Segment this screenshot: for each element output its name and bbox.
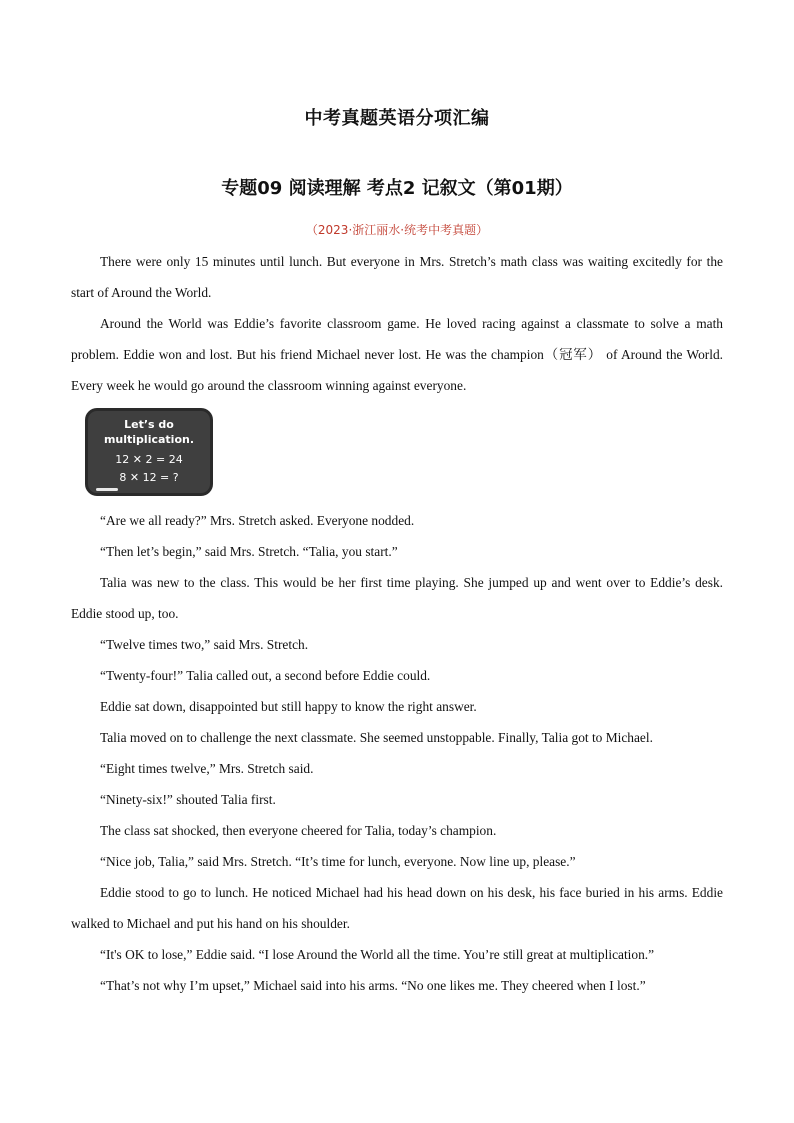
paragraph: “Twenty-four!” Talia called out, a second before Eddie could. [100, 668, 431, 683]
paragraph: Eddie stood to go to lunch. He noticed Michael had his head down on his desk, his face buried in his arms. Eddie walked to Michael and put his hand on his shoulder. [71, 885, 723, 931]
paragraph: Eddie sat down, disappointed but still happy to know the right answer. [100, 699, 477, 714]
paragraph: Talia moved on to challenge the next classmate. She seemed unstoppable. Finally, Talia got to Michael. [100, 730, 653, 745]
paragraph: Around the World was Eddie’s favorite classroom game. He loved racing against a classmate to solve a math problem. Eddie won and lost. But his friend Michael never lost. He was the champion（冠军） of Around the World. Every week he would go around the classroom winning against everyone. [71, 316, 723, 393]
chalkboard-text: 8 ✕ 12 = ? [119, 471, 179, 484]
question-source: （2023·浙江丽水·统考中考真题） [305, 223, 489, 237]
paragraph: “Then let’s begin,” said Mrs. Stretch. “Talia, you start.” [100, 544, 398, 559]
chalkboard-image [85, 408, 213, 496]
paragraph: “Eight times twelve,” Mrs. Stretch said. [100, 761, 314, 776]
chalkboard-text: 12 ✕ 2 = 24 [115, 453, 183, 466]
paragraph: There were only 15 minutes until lunch. But everyone in Mrs. Stretch’s math class was waiting excitedly for the start of Around the World. [71, 254, 723, 300]
paragraph: “It's OK to lose,” Eddie said. “I lose Around the World all the time. You’re still great at multiplication.” [100, 947, 655, 962]
paragraph: The class sat shocked, then everyone cheered for Talia, today’s champion. [100, 823, 497, 838]
paragraph: “Nice job, Talia,” said Mrs. Stretch. “It’s time for lunch, everyone. Now line up, please.” [100, 854, 576, 869]
chalk-ledge [96, 488, 118, 491]
paragraph: “Ninety-six!” shouted Talia first. [100, 792, 276, 807]
paragraph: “Are we all ready?” Mrs. Stretch asked. Everyone nodded. [100, 513, 415, 528]
passage-story [71, 505, 723, 1001]
paragraph: “That’s not why I’m upset,” Michael said into his arms. “No one likes me. They cheered when I lost.” [100, 978, 646, 993]
paragraph: Talia was new to the class. This would be her first time playing. She jumped up and went over to Eddie’s desk. Eddie stood up, too. [71, 575, 723, 621]
chalkboard-text: multiplication. [103, 433, 195, 446]
paragraph: “Twelve times two,” said Mrs. Stretch. [100, 637, 309, 652]
document-title: 中考真题英语分项汇编 [304, 108, 490, 129]
passage-intro [71, 246, 723, 401]
section-title: 专题09 阅读理解 考点2 记叙文（第01期） [221, 178, 573, 199]
chalkboard-text: Let’s do [124, 418, 174, 431]
